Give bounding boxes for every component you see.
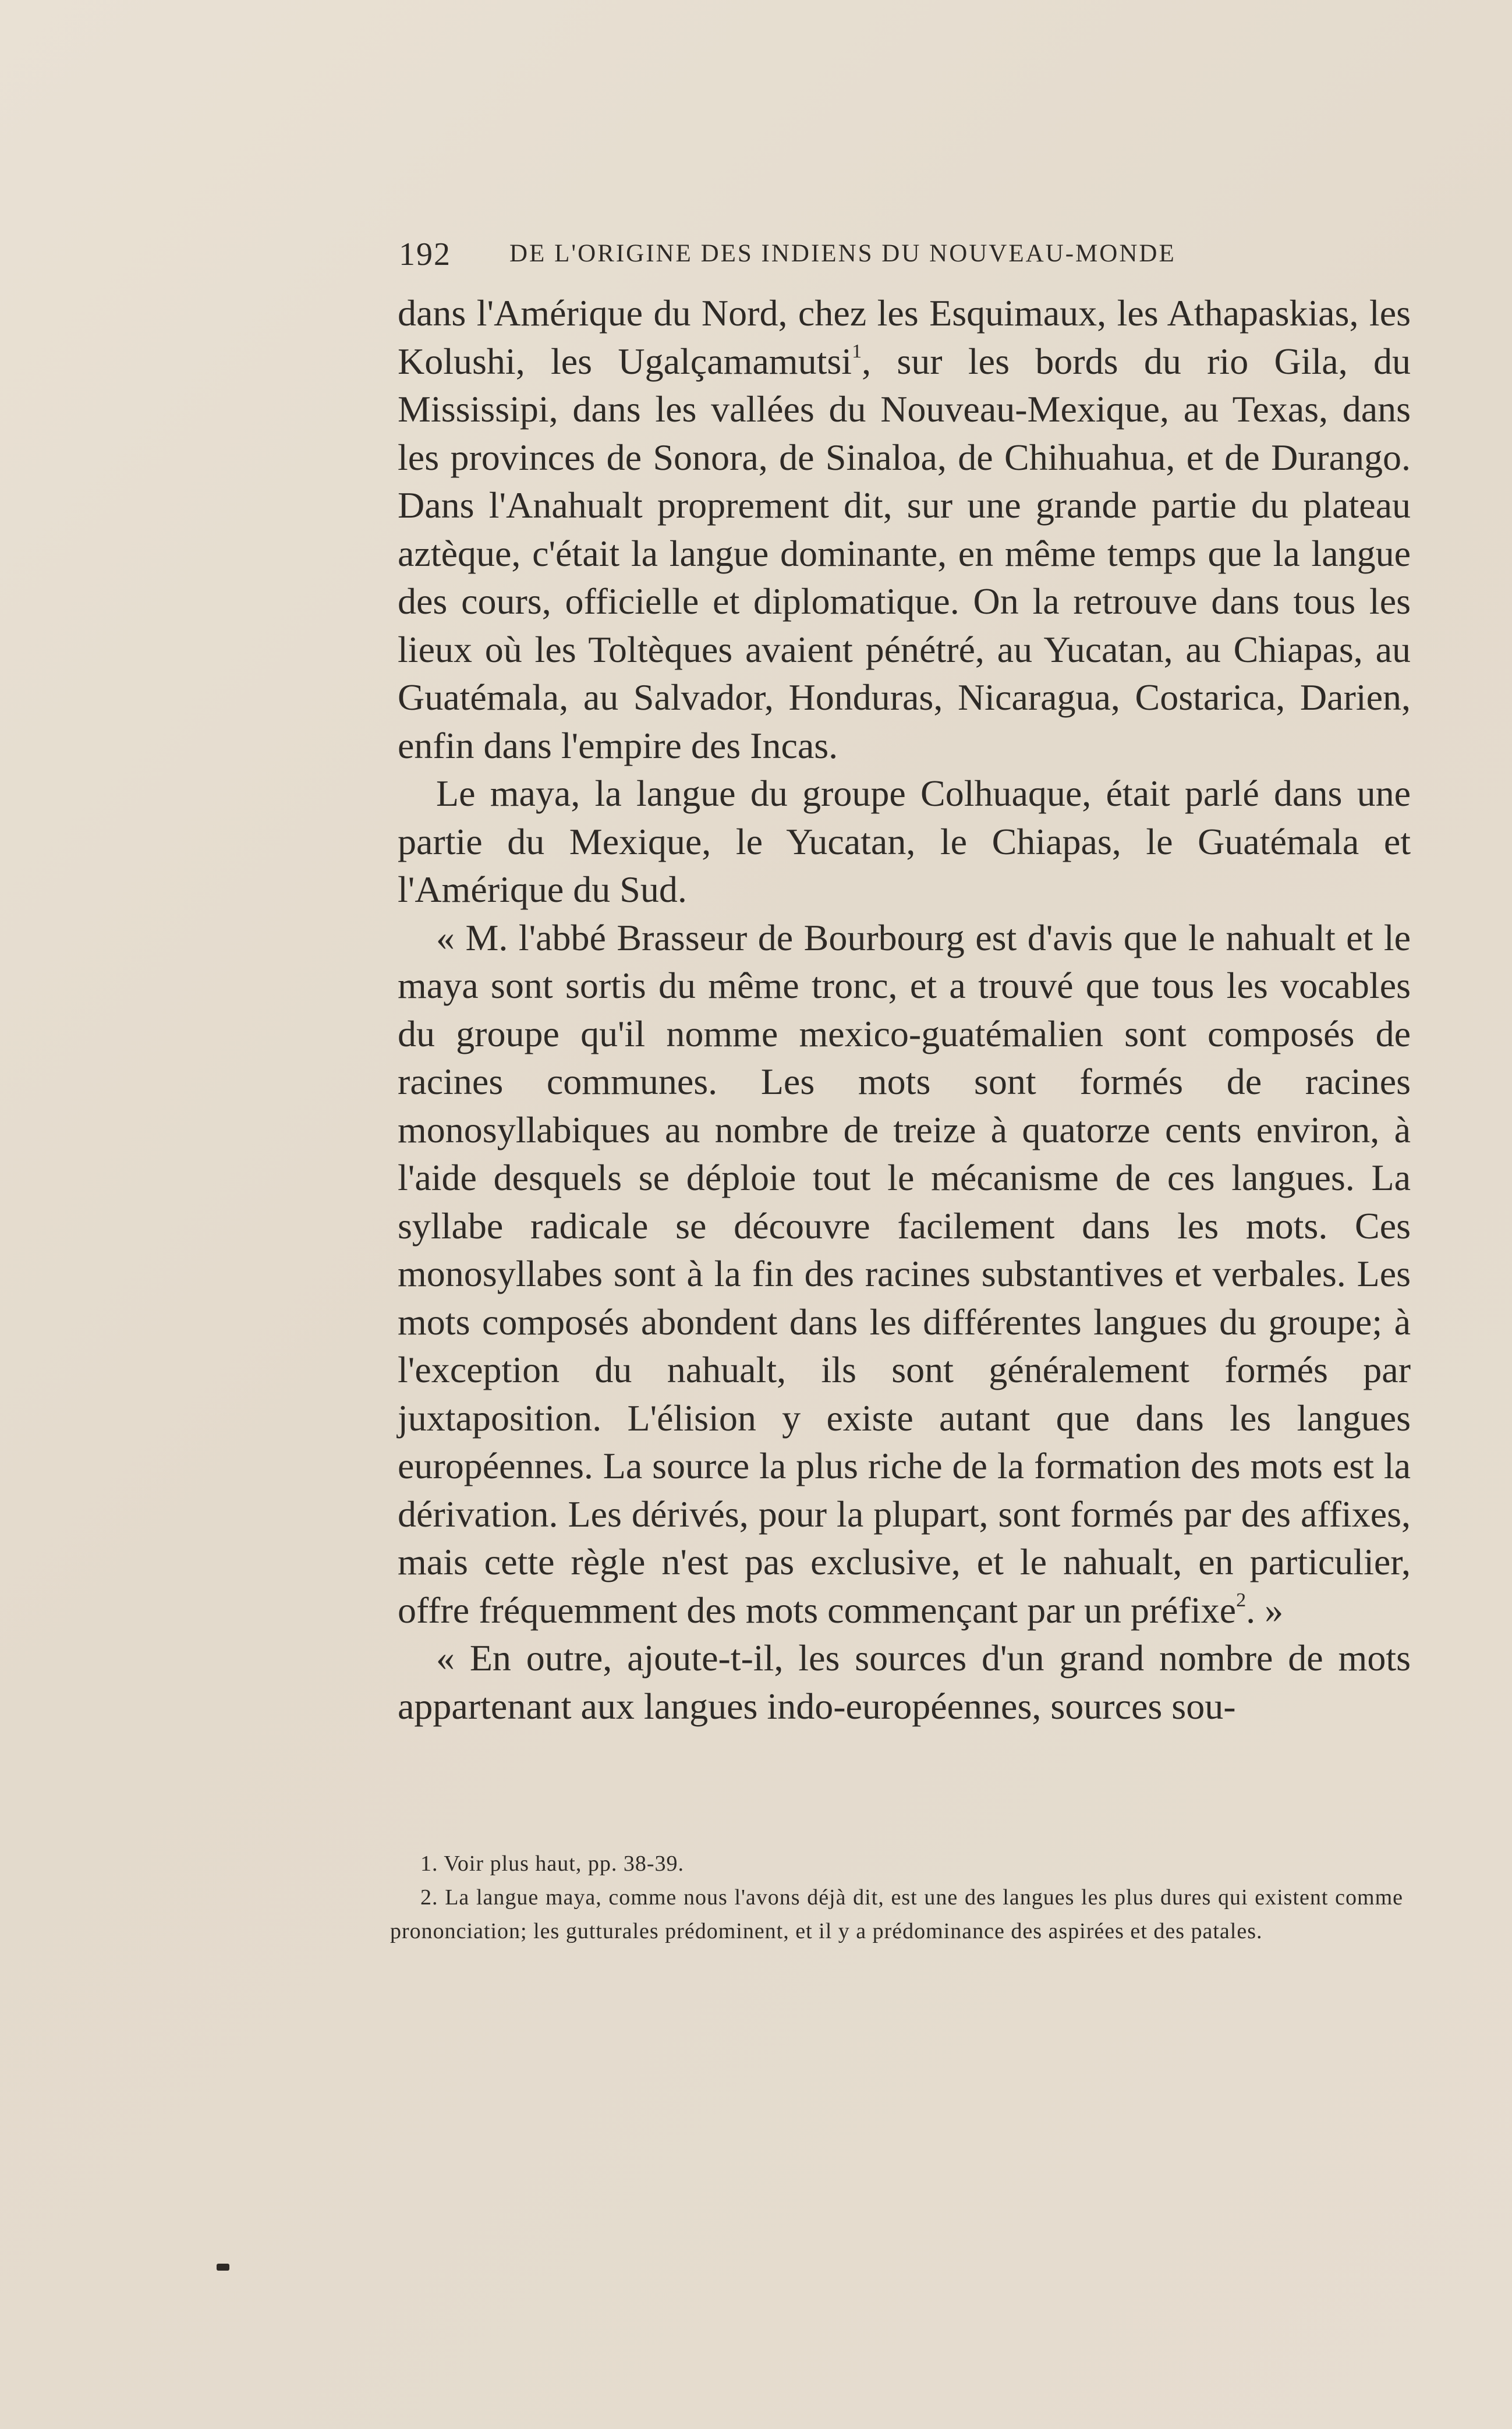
paragraph-1-text: dans l'Amérique du Nord, chez les Esquimaux, les Athapaskias, les Kolushi, les Ugalçamamutsi [398,292,1411,382]
footnote-2: 2. La langue maya, comme nous l'avons déjà dit, est une des langues les plus dures qui existent comme prononciation; les gutturales prédominent, et il y a prédominance des aspirées et des patales. [390,1885,1403,1943]
footnotes [390,1847,1403,1948]
footnote-1: 1. Voir plus haut, pp. 38-39. [420,1851,684,1876]
running-head: DE L'ORIGINE DES INDIENS DU NOUVEAU-MONDE [509,240,1176,267]
paragraph-1 [398,289,1411,770]
paragraph-3 [398,914,1411,1635]
page-number: 192 [399,236,451,272]
paragraph-1-rest: , sur les bords du rio Gila, du Mississipi, dans les vallées du Nouveau-Mexique, au Texas, dans les provinces de Sonora, de Sinaloa, de Chihuahua, et de Durango. Dans l'Anahualt proprement dit, sur une grande partie du plateau aztèque, c'était la langue dominante, en même temps que la langue des cours, officielle et diplomatique. On la retrouve dans tous les lieux où les Toltèques avaient pénétré, au Yucatan, au Chiapas, au Guatémala, au Salvador, Honduras, Nicaragua, Costarica, Darien, enfin dans l'empire des Incas. [398,340,1411,766]
page-header [399,236,1278,277]
paragraph-3-text: « M. l'abbé Brasseur de Bourbourg est d'avis que le nahualt et le maya sont sortis du même tronc, et a trouvé que tous les vocables du groupe qu'il nomme mexico-guatémalien sont composés de racines communes. Les mots sont formés de racines monosyllabiques au nombre de treize à quatorze cents environ, à l'aide desquels se déploie tout le mécanisme de ces langues. La syllabe radicale se découvre facilement dans les mots. Ces monosyllabes sont à la fin des racines substantives et verbales. Les mots composés abondent dans les différentes langues du groupe; à l'exception du nahualt, ils sont généralement formés par juxtaposition. L'élision y existe autant que dans les langues européennes. La source la plus riche de la formation des mots est la dérivation. Les dérivés, pour la plupart, sont formés par des affixes, mais cette règle n'est pas exclusive, et le nahualt, en particulier, offre fréquemment des mots commençant par un préfixe [398,916,1411,1631]
paragraph-3-end: . » [1246,1589,1284,1631]
footnote-ref-2: 2 [1236,1589,1247,1611]
footnote-ref-1: 1 [852,340,862,362]
ink-mark [217,2264,229,2271]
body-text [398,289,1411,1730]
paragraph-2: Le maya, la langue du groupe Colhuaque, était parlé dans une partie du Mexique, le Yucatan, le Chiapas, le Guatémala et l'Amérique du Sud. [398,773,1411,910]
paragraph-4: « En outre, ajoute-t-il, les sources d'un grand nombre de mots appartenant aux langues indo-européennes, sources sou- [398,1637,1411,1727]
